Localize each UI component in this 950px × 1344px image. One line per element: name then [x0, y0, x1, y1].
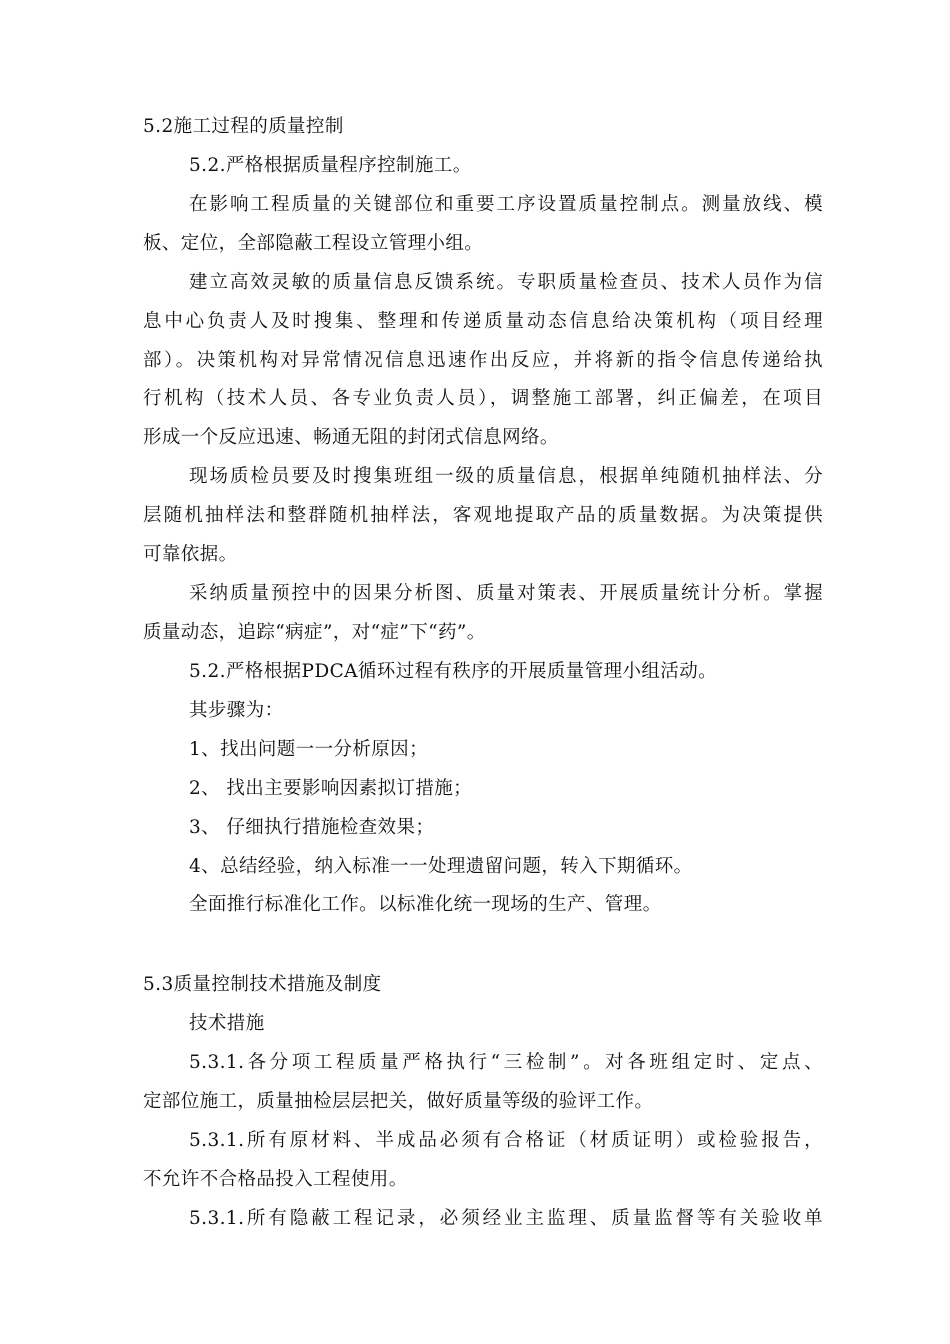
paragraph-feedback-line-2: 息中心负责人及时搜集、整理和传递质量动态信息给决策机构（项目经理	[143, 311, 823, 332]
paragraph-precontrol-line-2: 质量动态，追踪“病症”，对“症”下“药”。	[143, 622, 486, 643]
paragraph-control-points-line-1: 在影响工程质量的关键部位和重要工序设置质量控制点。测量放线、模	[189, 194, 823, 215]
paragraph-materials-line-1: 5.3.1.所有原材料、半成品必须有合格证（材质证明）或检验报告，	[189, 1130, 823, 1151]
paragraph-sampling-line-3: 可靠依据。	[143, 544, 238, 565]
paragraph-feedback-line-1: 建立高效灵敏的质量信息反馈系统。专职质量检查员、技术人员作为信	[189, 272, 823, 293]
step-item-2: 2、 找出主要影响因素拟订措施；	[189, 778, 473, 799]
paragraph-three-checks-line-2: 定部位施工，质量抽检层层把关，做好质量等级的验评工作。	[143, 1091, 654, 1112]
step-item-4: 4、总结经验，纳入标准一一处理遗留问题，转入下期循环。	[189, 856, 693, 877]
subheading-technical-measures: 技术措施	[189, 1013, 265, 1034]
step-item-1: 1、找出问题一一分析原因；	[189, 739, 428, 760]
paragraph-precontrol-line-1: 采纳质量预控中的因果分析图、质量对策表、开展质量统计分析。掌握	[189, 583, 823, 604]
paragraph-sampling-line-1: 现场质检员要及时搜集班组一级的质量信息，根据单纯随机抽样法、分	[189, 466, 823, 487]
paragraph-5-2-program: 5.2.严格根据质量程序控制施工。	[189, 155, 472, 176]
paragraph-three-checks-line-1: 5.3.1.各分项工程质量严格执行“三检制”。对各班组定时、定点、	[189, 1052, 823, 1073]
paragraph-steps-intro: 其步骤为：	[189, 700, 284, 721]
paragraph-concealed-works-line-1: 5.3.1.所有隐蔽工程记录，必须经业主监理、质量监督等有关验收单	[189, 1208, 823, 1229]
step-item-3: 3、 仔细执行措施检查效果；	[189, 817, 435, 838]
paragraph-standardization: 全面推行标准化工作。以标准化统一现场的生产、管理。	[189, 894, 662, 915]
section-heading-5-3: 5.3质量控制技术措施及制度	[143, 974, 382, 995]
paragraph-pdca: 5.2.严格根据PDCA循环过程有秩序的开展质量管理小组活动。	[189, 661, 717, 682]
paragraph-materials-line-2: 不允许不合格品投入工程使用。	[143, 1169, 408, 1190]
paragraph-feedback-line-4: 行机构（技术人员、各专业负责人员），调整施工部署，纠正偏差，在项目	[143, 388, 823, 409]
paragraph-feedback-line-3: 部）。决策机构对异常情况信息迅速作出反应，并将新的指令信息传递给执	[143, 350, 823, 371]
paragraph-sampling-line-2: 层随机抽样法和整群随机抽样法，客观地提取产品的质量数据。为决策提供	[143, 505, 823, 526]
paragraph-feedback-line-5: 形成一个反应迅速、畅通无阻的封闭式信息网络。	[143, 427, 559, 448]
section-heading-5-2: 5.2施工过程的质量控制	[143, 116, 344, 137]
paragraph-control-points-line-2: 板、定位，全部隐蔽工程设立管理小组。	[143, 233, 484, 254]
